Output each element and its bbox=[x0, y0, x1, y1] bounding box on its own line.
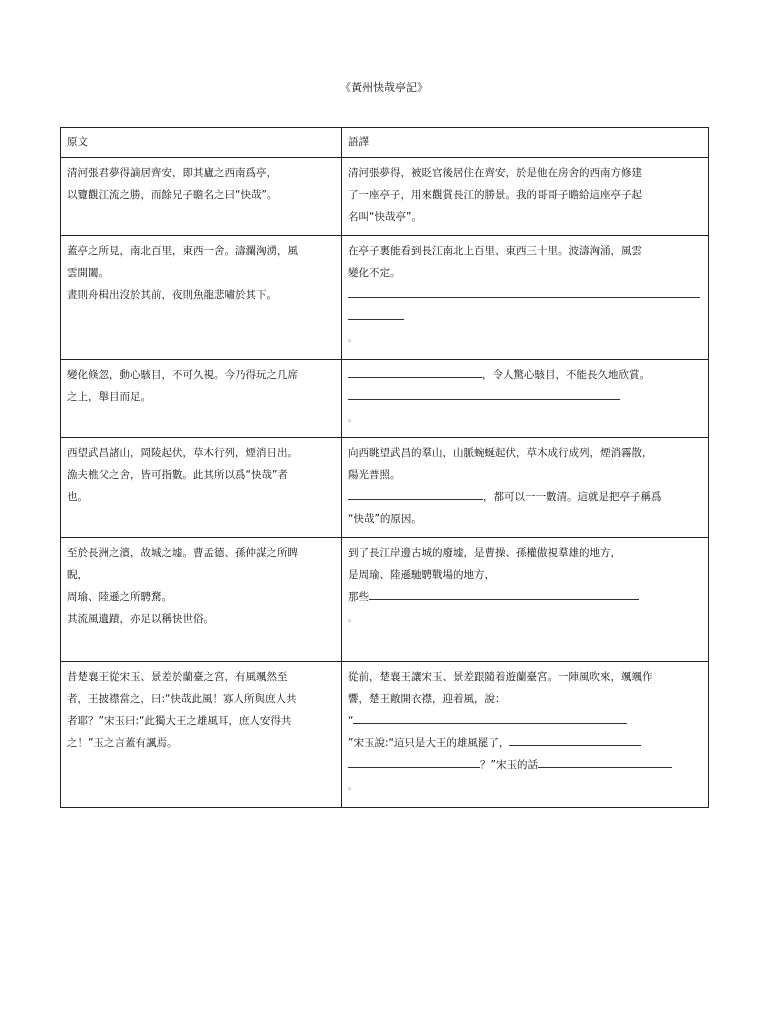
original-cell bbox=[61, 438, 342, 538]
table-row bbox=[61, 236, 709, 360]
fill-in-blank[interactable] bbox=[509, 733, 641, 746]
table-row bbox=[61, 360, 709, 438]
translation-line: 了一座亭子，用來觀賞長江的勝景。我的哥哥子瞻給這座亭子起 bbox=[348, 189, 642, 201]
original-line: 睨， bbox=[67, 569, 88, 581]
end-mark: 。 bbox=[348, 334, 358, 344]
translation-line: 在亭子裏能看到長江南北上百里、東西三十里。波濤洶涌，風雲 bbox=[348, 245, 642, 257]
original-line: 蓋亭之所見，南北百里，東西一舍。濤瀾洶湧，風 bbox=[67, 245, 298, 257]
original-line: 晝則舟楫出沒於其前，夜則魚龍悲嘯於其下。 bbox=[67, 289, 277, 301]
original-line: 其流風遺蹟，亦足以稱快世俗。 bbox=[67, 613, 214, 625]
header-original: 原文 bbox=[61, 128, 342, 158]
header-translation: 語譯 bbox=[342, 128, 709, 158]
translation-cell bbox=[342, 360, 709, 438]
translation-line: 向西眺望武昌的羣山，山脈蜿蜒起伏，草木成行成列，煙消霧散， bbox=[348, 447, 653, 459]
translation-text: ”宋玉說:“這只是大王的雄風罷了， bbox=[348, 737, 510, 749]
original-cell bbox=[61, 360, 342, 438]
end-mark: 。 bbox=[348, 782, 358, 792]
original-line: 昔楚襄王從宋玉、景差於蘭臺之宮，有風颯然至 bbox=[67, 671, 288, 683]
original-cell bbox=[61, 236, 342, 360]
original-cell bbox=[61, 538, 342, 662]
translation-table bbox=[60, 127, 709, 808]
original-line: 漁夫樵父之舍，皆可指數。此其所以爲“快哉”者 bbox=[67, 469, 288, 481]
translation-cell bbox=[342, 236, 709, 360]
original-cell bbox=[61, 158, 342, 236]
original-line: 也。 bbox=[67, 491, 88, 503]
translation-cell bbox=[342, 438, 709, 538]
fill-in-blank[interactable] bbox=[369, 587, 639, 600]
fill-in-blank[interactable] bbox=[348, 307, 404, 320]
translation-cell bbox=[342, 538, 709, 662]
original-line: 者，王披襟當之，曰:“快哉此風！寡人所與庶人共 bbox=[67, 693, 297, 705]
original-line: 雲開闔。 bbox=[67, 267, 109, 279]
end-mark: 。 bbox=[348, 614, 358, 624]
translation-text: ？”宋玉的話 bbox=[480, 759, 538, 771]
table-row bbox=[61, 438, 709, 538]
fill-in-blank[interactable] bbox=[348, 387, 620, 400]
fill-in-blank[interactable] bbox=[348, 365, 482, 378]
original-line: 變化倏忽，動心駭目，不可久視。今乃得玩之几席 bbox=[67, 369, 298, 381]
fill-in-blank[interactable] bbox=[348, 755, 480, 768]
translation-line: 響，楚王敞開衣襟，迎着風，說： bbox=[348, 693, 506, 705]
translation-line: 到了長江岸邊古城的廢墟，是曹操、孫權傲視羣雄的地方， bbox=[348, 547, 621, 559]
translation-cell bbox=[342, 158, 709, 236]
table-row bbox=[61, 538, 709, 662]
translation-line: 陽光普照。 bbox=[348, 469, 401, 481]
fill-in-blank[interactable] bbox=[353, 711, 627, 724]
translation-cell bbox=[342, 662, 709, 808]
original-line: 以覽觀江流之勝，而餘兄子瞻名之曰“快哉”。 bbox=[67, 189, 278, 201]
translation-line: 名叫“快哉亭”。 bbox=[348, 211, 422, 223]
translation-text: 那些 bbox=[348, 591, 369, 603]
original-line: 者耶？”宋玉曰:“此獨大王之雄風耳，庶人安得共 bbox=[67, 715, 292, 727]
original-line: 清河張君夢得謫居齊安，即其廬之西南爲亭， bbox=[67, 167, 277, 179]
table-header-row bbox=[61, 128, 709, 158]
translation-line: 變化不定。 bbox=[348, 267, 401, 279]
original-cell bbox=[61, 662, 342, 808]
fill-in-blank[interactable] bbox=[538, 755, 672, 768]
original-line: 至於長洲之濱，故城之墟。曹孟德、孫仲謀之所睥 bbox=[67, 547, 298, 559]
document-title: 《黃州快哉亭記》 bbox=[340, 81, 428, 94]
translation-line: 是周瑜、陸遜馳騁戰場的地方， bbox=[348, 569, 495, 581]
translation-text: “ bbox=[348, 715, 354, 727]
fill-in-blank[interactable] bbox=[348, 487, 483, 500]
translation-text: ，令人驚心駭目，不能長久地欣賞。 bbox=[482, 369, 650, 381]
fill-in-blank[interactable] bbox=[348, 285, 700, 298]
original-line: 西望武昌諸山，岡陵起伏，草木行列，煙消日出。 bbox=[67, 447, 298, 459]
translation-line: “快哉”的原因。 bbox=[348, 513, 422, 525]
original-line: 周瑜、陸遜之所騁騖。 bbox=[67, 591, 172, 603]
translation-line: 從前，楚襄王讓宋玉、景差跟隨着遊蘭臺宮。一陣風吹來，颯颯作 bbox=[348, 671, 653, 683]
table-row bbox=[61, 158, 709, 236]
original-line: 之！”玉之言蓋有諷焉。 bbox=[67, 737, 178, 749]
translation-text: ，都可以一一數清。這就是把亭子稱爲 bbox=[483, 491, 662, 503]
table-row bbox=[61, 662, 709, 808]
translation-line: 清河張夢得，被貶官後居住在齊安，於是他在房舍的西南方修建 bbox=[348, 167, 642, 179]
original-line: 之上，舉目而足。 bbox=[67, 391, 151, 403]
end-mark: 。 bbox=[348, 414, 358, 424]
